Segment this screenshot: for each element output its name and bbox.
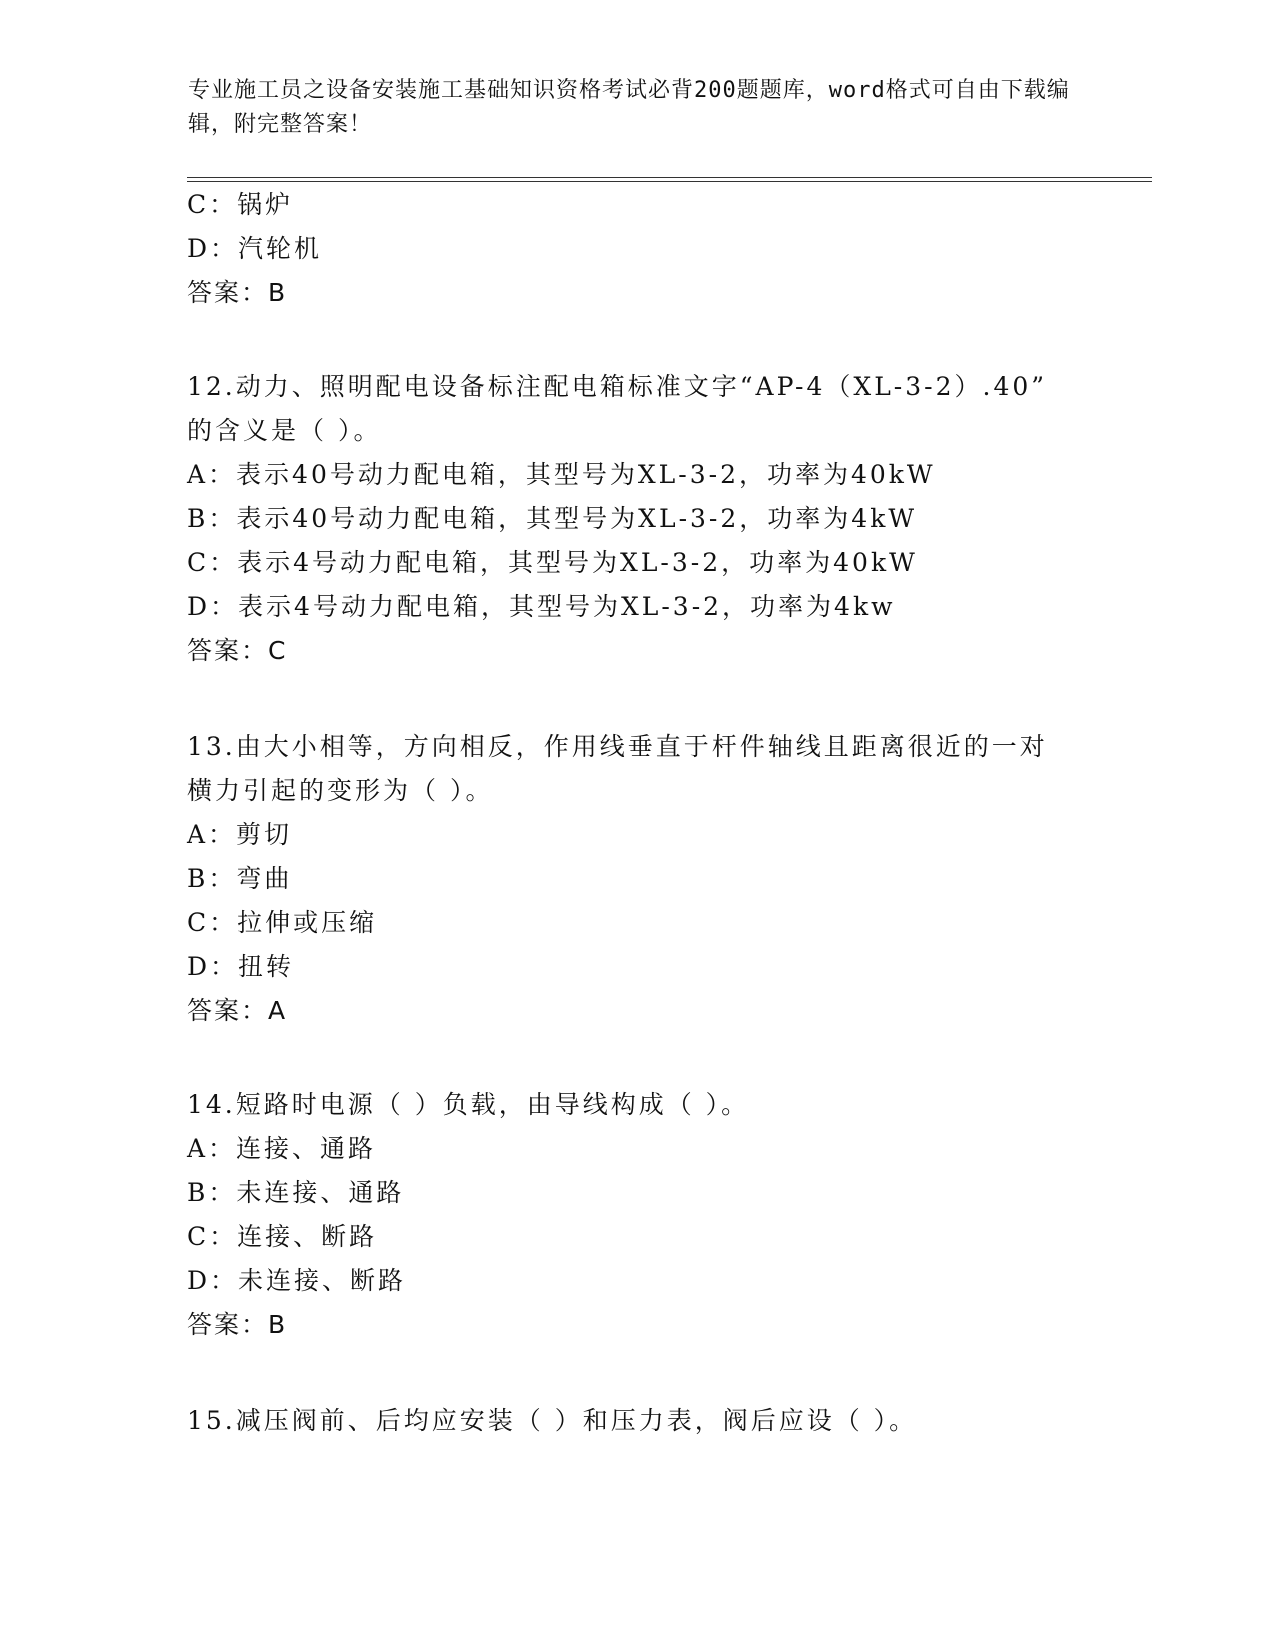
answer-line: 答案：C bbox=[187, 636, 288, 665]
option-line: A：表示40号动力配电箱，其型号为XL-3-2，功率为40kW bbox=[187, 460, 936, 489]
option-line: D：表示4号动力配电箱，其型号为XL-3-2，功率为4kw bbox=[187, 592, 896, 621]
option-line: C：锅炉 bbox=[187, 190, 294, 219]
question-line: 13.由大小相等，方向相反，作用线垂直于杆件轴线且距离很近的一对 bbox=[187, 732, 1048, 761]
answer-line: 答案：A bbox=[187, 996, 288, 1025]
answer-line: 答案：B bbox=[187, 1310, 288, 1339]
option-line: D：扭转 bbox=[187, 952, 295, 981]
answer-line: 答案：B bbox=[187, 278, 288, 307]
option-line: D：未连接、断路 bbox=[187, 1266, 407, 1295]
option-line: D：汽轮机 bbox=[187, 234, 323, 263]
option-line: B：表示40号动力配电箱，其型号为XL-3-2，功率为4kW bbox=[187, 504, 918, 533]
option-line: A：剪切 bbox=[187, 820, 293, 849]
option-line: C：表示4号动力配电箱，其型号为XL-3-2，功率为40kW bbox=[187, 548, 918, 577]
question-line: 的含义是（ ）。 bbox=[187, 416, 382, 445]
question-line: 12.动力、照明配电设备标注配电箱标准文字“AP-4（XL-3-2）.40” bbox=[187, 372, 1048, 401]
page-header-title: 专业施工员之设备安装施工基础知识资格考试必背200题题库，word格式可自由下载编辑，附完整答案！ bbox=[188, 78, 1070, 137]
option-line: B：弯曲 bbox=[187, 864, 293, 893]
question-line: 14.短路时电源（ ）负载，由导线构成（ ）。 bbox=[187, 1090, 750, 1119]
header-divider bbox=[187, 177, 1152, 182]
option-line: C：连接、断路 bbox=[187, 1222, 378, 1251]
question-line: 横力引起的变形为（ ）。 bbox=[187, 776, 494, 805]
option-line: C：拉伸或压缩 bbox=[187, 908, 378, 937]
option-line: B：未连接、通路 bbox=[187, 1178, 405, 1207]
question-line: 15.减压阀前、后均应安装（ ）和压力表，阀后应设（ ）。 bbox=[187, 1406, 918, 1435]
option-line: A：连接、通路 bbox=[187, 1134, 377, 1163]
